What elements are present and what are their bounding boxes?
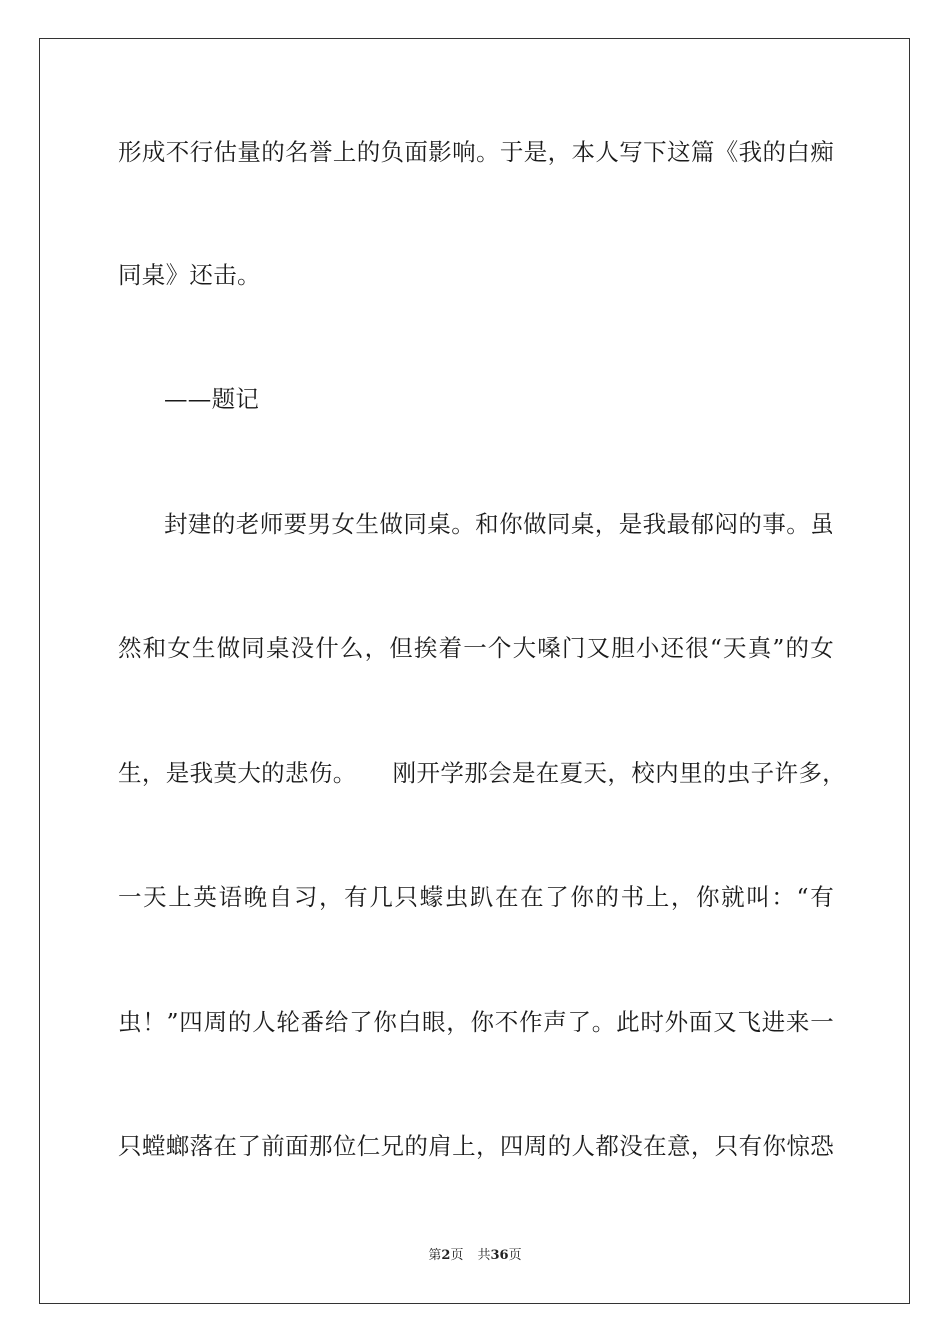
body-line-2: 同桌》还击。 [118, 261, 261, 289]
body-line-8: 虫！”四周的人轮番给了你白眼，你不作声了。此时外面又飞进来一 [118, 1008, 834, 1036]
page-border [39, 38, 910, 1304]
epigraph-attribution: ——题记 [164, 385, 260, 413]
page-number: 2 [441, 1248, 451, 1263]
total-pages: 36 [490, 1248, 509, 1263]
body-line-4: 封建的老师要男女生做同桌。和你做同桌，是我最郁闷的事。虽 [164, 510, 834, 538]
body-line-1: 形成不行估量的名誉上的负面影响。于是，本人写下这篇《我的白痴 [118, 138, 834, 166]
page-prefix: 第 [428, 1248, 442, 1263]
body-line-9: 只螳螂落在了前面那位仁兄的肩上，四周的人都没在意，只有你惊恐 [118, 1132, 834, 1160]
body-line-6: 生，是我莫大的悲伤。 刚开学那会是在夏天，校内里的虫子许多， [118, 759, 846, 787]
total-prefix: 共 [477, 1248, 491, 1263]
body-line-5: 然和女生做同桌没什么，但挨着一个大嗓门又胆小还很“天真”的女 [118, 634, 834, 662]
total-suffix: 页 [508, 1248, 522, 1263]
body-line-7: 一天上英语晚自习，有几只蠓虫趴在在了你的书上，你就叫：“有 [118, 883, 834, 911]
page-suffix: 页 [450, 1248, 464, 1263]
page-footer [0, 1247, 950, 1265]
